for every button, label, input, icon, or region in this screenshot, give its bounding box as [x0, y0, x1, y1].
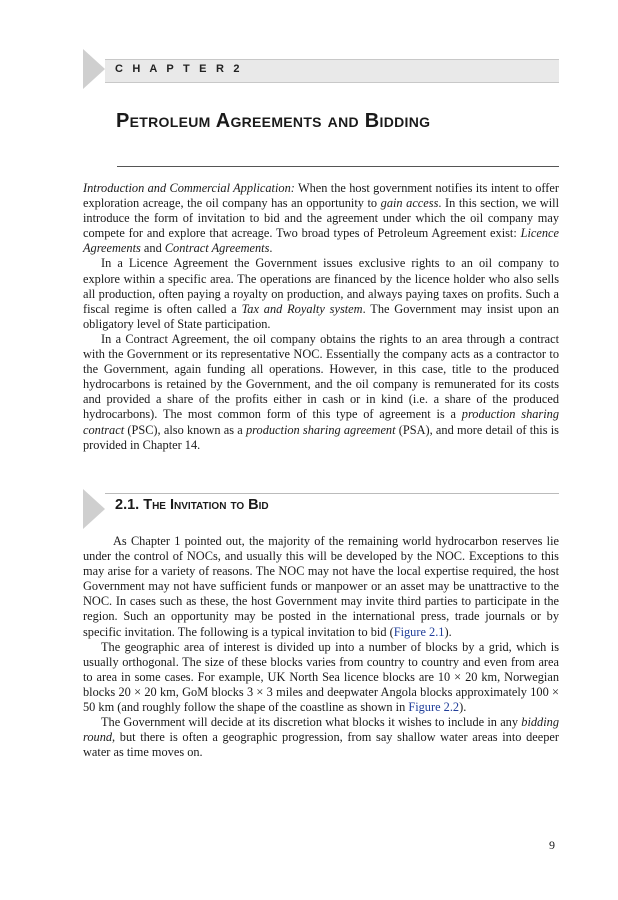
section-paragraph-3: The Government will decide at its discretion what blocks it wishes to include in any bidding round, but there is often a geographic progression, from say shallow water areas into deeper water as time moves on. [83, 715, 559, 760]
intro-lead: Introduction and Commercial Application: [83, 181, 295, 195]
title-divider [117, 166, 559, 167]
section-rule [105, 493, 559, 494]
chapter-arrow-icon [83, 49, 105, 89]
intro-paragraph-3: In a Contract Agreement, the oil company obtains the rights to an area through a contract with the Government or its representative NOC. Essentially the company acts as a contractor to the Government, again funding all operations. However, in this case, title to the produced hydrocarbons is retained by the Government, and the oil company is remunerated for its costs and provided a share of the profits either in cash or in kind (i.e. a share of the produced hydrocarbons). The most common form of this type of agreement is a production sharing contract (PSC), also known as a production sharing agreement (PSA), and more detail of this is provided in Chapter 14. [83, 331, 559, 452]
emphasis: Contract Agreements [164, 241, 270, 256]
section-arrow-icon [83, 489, 105, 529]
emphasis: Tax and Royalty system [241, 301, 363, 316]
figure-2-1-link[interactable]: Figure 2.1 [393, 624, 445, 639]
emphasis: Licence Agreements [83, 226, 559, 256]
section-paragraph-1: As Chapter 1 pointed out, the majority of the remaining world hydrocarbon reserves lie under the control of NOCs, and usually this will be developed by the NOC. Exceptions to this may arise for a variety of reasons. The NOC may not have the local expertise required, the host Government may not have sufficient funds or manpower or an asset may be unattractive to the NOC. In cases such as these, the host Government may invite third parties to participate in the region. Such an opportunity may be posted in the international press, trade journals or by specific invitation. The following is a typical invitation to bid (Figure 2.1). [83, 534, 559, 639]
figure-2-2-link[interactable]: Figure 2.2 [408, 700, 460, 715]
emphasis: gain access [380, 196, 439, 211]
section-text [83, 534, 559, 760]
chapter-title: Petroleum Agreements and Bidding [116, 110, 431, 132]
section-paragraph-2: The geographic area of interest is divided up into a number of blocks by a grid, which is usually orthogonal. The size of these blocks varies from country to country and even from area to area in some cases. For example, UK North Sea licence blocks are 10 × 20 km, Norwegian blocks 20 × 20 km, GoM blocks 3 × 3 miles and deepwater Angola blocks approximately 100 × 50 km (and roughly follow the shape of the coastline as shown in Figure 2.2). [83, 639, 559, 715]
intro-paragraph-2: In a Licence Agreement the Government issues exclusive rights to an oil company to explore within a specific area. The operations are financed by the licence holder who also sells all production, often paying a royalty on production, and always paying taxes on profits. Such a fiscal regime is often called a Tax and Royalty system. The Government may insist upon an obligatory level of State participation. [83, 256, 559, 331]
emphasis: production sharing contract [83, 407, 559, 437]
emphasis: bidding round [83, 715, 559, 745]
emphasis: production sharing agreement [246, 422, 396, 437]
page-number: 9 [549, 838, 555, 852]
intro-text [83, 181, 559, 453]
chapter-label: C H A P T E R 2 [115, 63, 243, 75]
intro-paragraph-1: Introduction and Commercial Application: When the host government notifies its intent to offer exploration acreage, the oil company has an opportunity to gain access. In this section, we will introduce the form of invitation to bid and the agreement under which the oil company may compete for and explore that acreage. Two broad types of Petroleum Agreement exist: Licence Agreements and Contract Agreements. [83, 181, 560, 256]
section-heading: 2.1. The Invitation to Bid [115, 497, 269, 513]
